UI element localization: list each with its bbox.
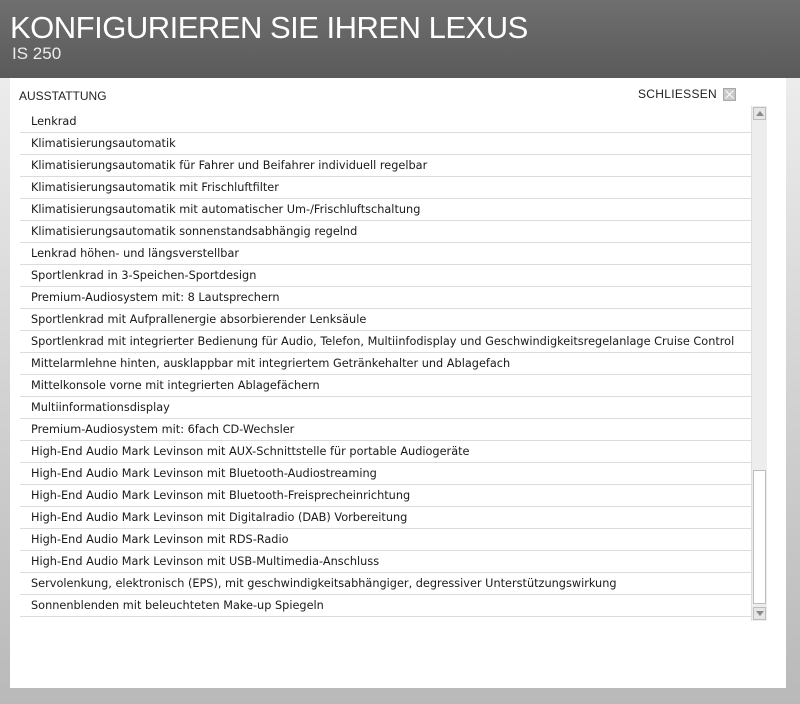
list-item: Sportlenkrad mit integrierter Bedienung für Audio, Telefon, Multiinfodisplay und Geschwindigkeitsregelanlage Cruise Control xyxy=(20,331,752,353)
list-item: High-End Audio Mark Levinson mit USB-Multimedia-Anschluss xyxy=(20,551,752,573)
page-header xyxy=(0,0,800,78)
arrow-up-icon xyxy=(756,111,764,116)
arrow-down-icon xyxy=(756,611,764,616)
equipment-list-viewport[interactable] xyxy=(20,106,752,621)
equipment-panel xyxy=(10,78,786,688)
list-item: Multiinformationsdisplay xyxy=(20,397,752,419)
list-item: Lenkrad höhen- und längsverstellbar xyxy=(20,243,752,265)
close-button[interactable] xyxy=(638,87,736,101)
list-item: Mittelarmlehne hinten, ausklappbar mit integriertem Getränkehalter und Ablagefach xyxy=(20,353,752,375)
list-item: Lenkrad xyxy=(20,111,752,133)
list-item: Servolenkung, elektronisch (EPS), mit geschwindigkeitsabhängiger, degressiver Unterstützungswirkung xyxy=(20,573,752,595)
close-label: SCHLIESSEN xyxy=(638,87,718,101)
list-item: Sportlenkrad in 3-Speichen-Sportdesign xyxy=(20,265,752,287)
vertical-scrollbar[interactable] xyxy=(751,106,767,621)
list-item: High-End Audio Mark Levinson mit Digitalradio (DAB) Vorbereitung xyxy=(20,507,752,529)
list-item: Klimatisierungsautomatik mit automatischer Um-/Frischluftschaltung xyxy=(20,199,752,221)
scroll-up-button[interactable] xyxy=(753,107,766,120)
equipment-list xyxy=(20,111,752,621)
list-item: Premium-Audiosystem mit: 6fach CD-Wechsler xyxy=(20,419,752,441)
close-icon[interactable] xyxy=(723,88,736,101)
list-item xyxy=(20,617,752,621)
list-item: Mittelkonsole vorne mit integrierten Ablagefächern xyxy=(20,375,752,397)
list-item: Premium-Audiosystem mit: 8 Lautsprechern xyxy=(20,287,752,309)
list-item: High-End Audio Mark Levinson mit Bluetooth-Freisprecheinrichtung xyxy=(20,485,752,507)
list-item: Klimatisierungsautomatik für Fahrer und Beifahrer individuell regelbar xyxy=(20,155,752,177)
list-item: Klimatisierungsautomatik mit Frischluftfilter xyxy=(20,177,752,199)
list-item: Sonnenblenden mit beleuchteten Make-up Spiegeln xyxy=(20,595,752,617)
scrollbar-thumb[interactable] xyxy=(753,470,766,604)
model-subtitle: IS 250 xyxy=(12,44,62,63)
list-item: High-End Audio Mark Levinson mit Bluetooth-Audiostreaming xyxy=(20,463,752,485)
scroll-down-button[interactable] xyxy=(753,607,766,620)
list-item: Sportlenkrad mit Aufprallenergie absorbierender Lenksäule xyxy=(20,309,752,331)
page-title: KONFIGURIEREN SIE IHREN LEXUS xyxy=(10,10,528,45)
list-item: Klimatisierungsautomatik xyxy=(20,133,752,155)
list-item: Klimatisierungsautomatik sonnenstandsabhängig regelnd xyxy=(20,221,752,243)
list-item: High-End Audio Mark Levinson mit RDS-Radio xyxy=(20,529,752,551)
list-item: High-End Audio Mark Levinson mit AUX-Schnittstelle für portable Audiogeräte xyxy=(20,441,752,463)
panel-title: AUSSTATTUNG xyxy=(19,89,107,103)
